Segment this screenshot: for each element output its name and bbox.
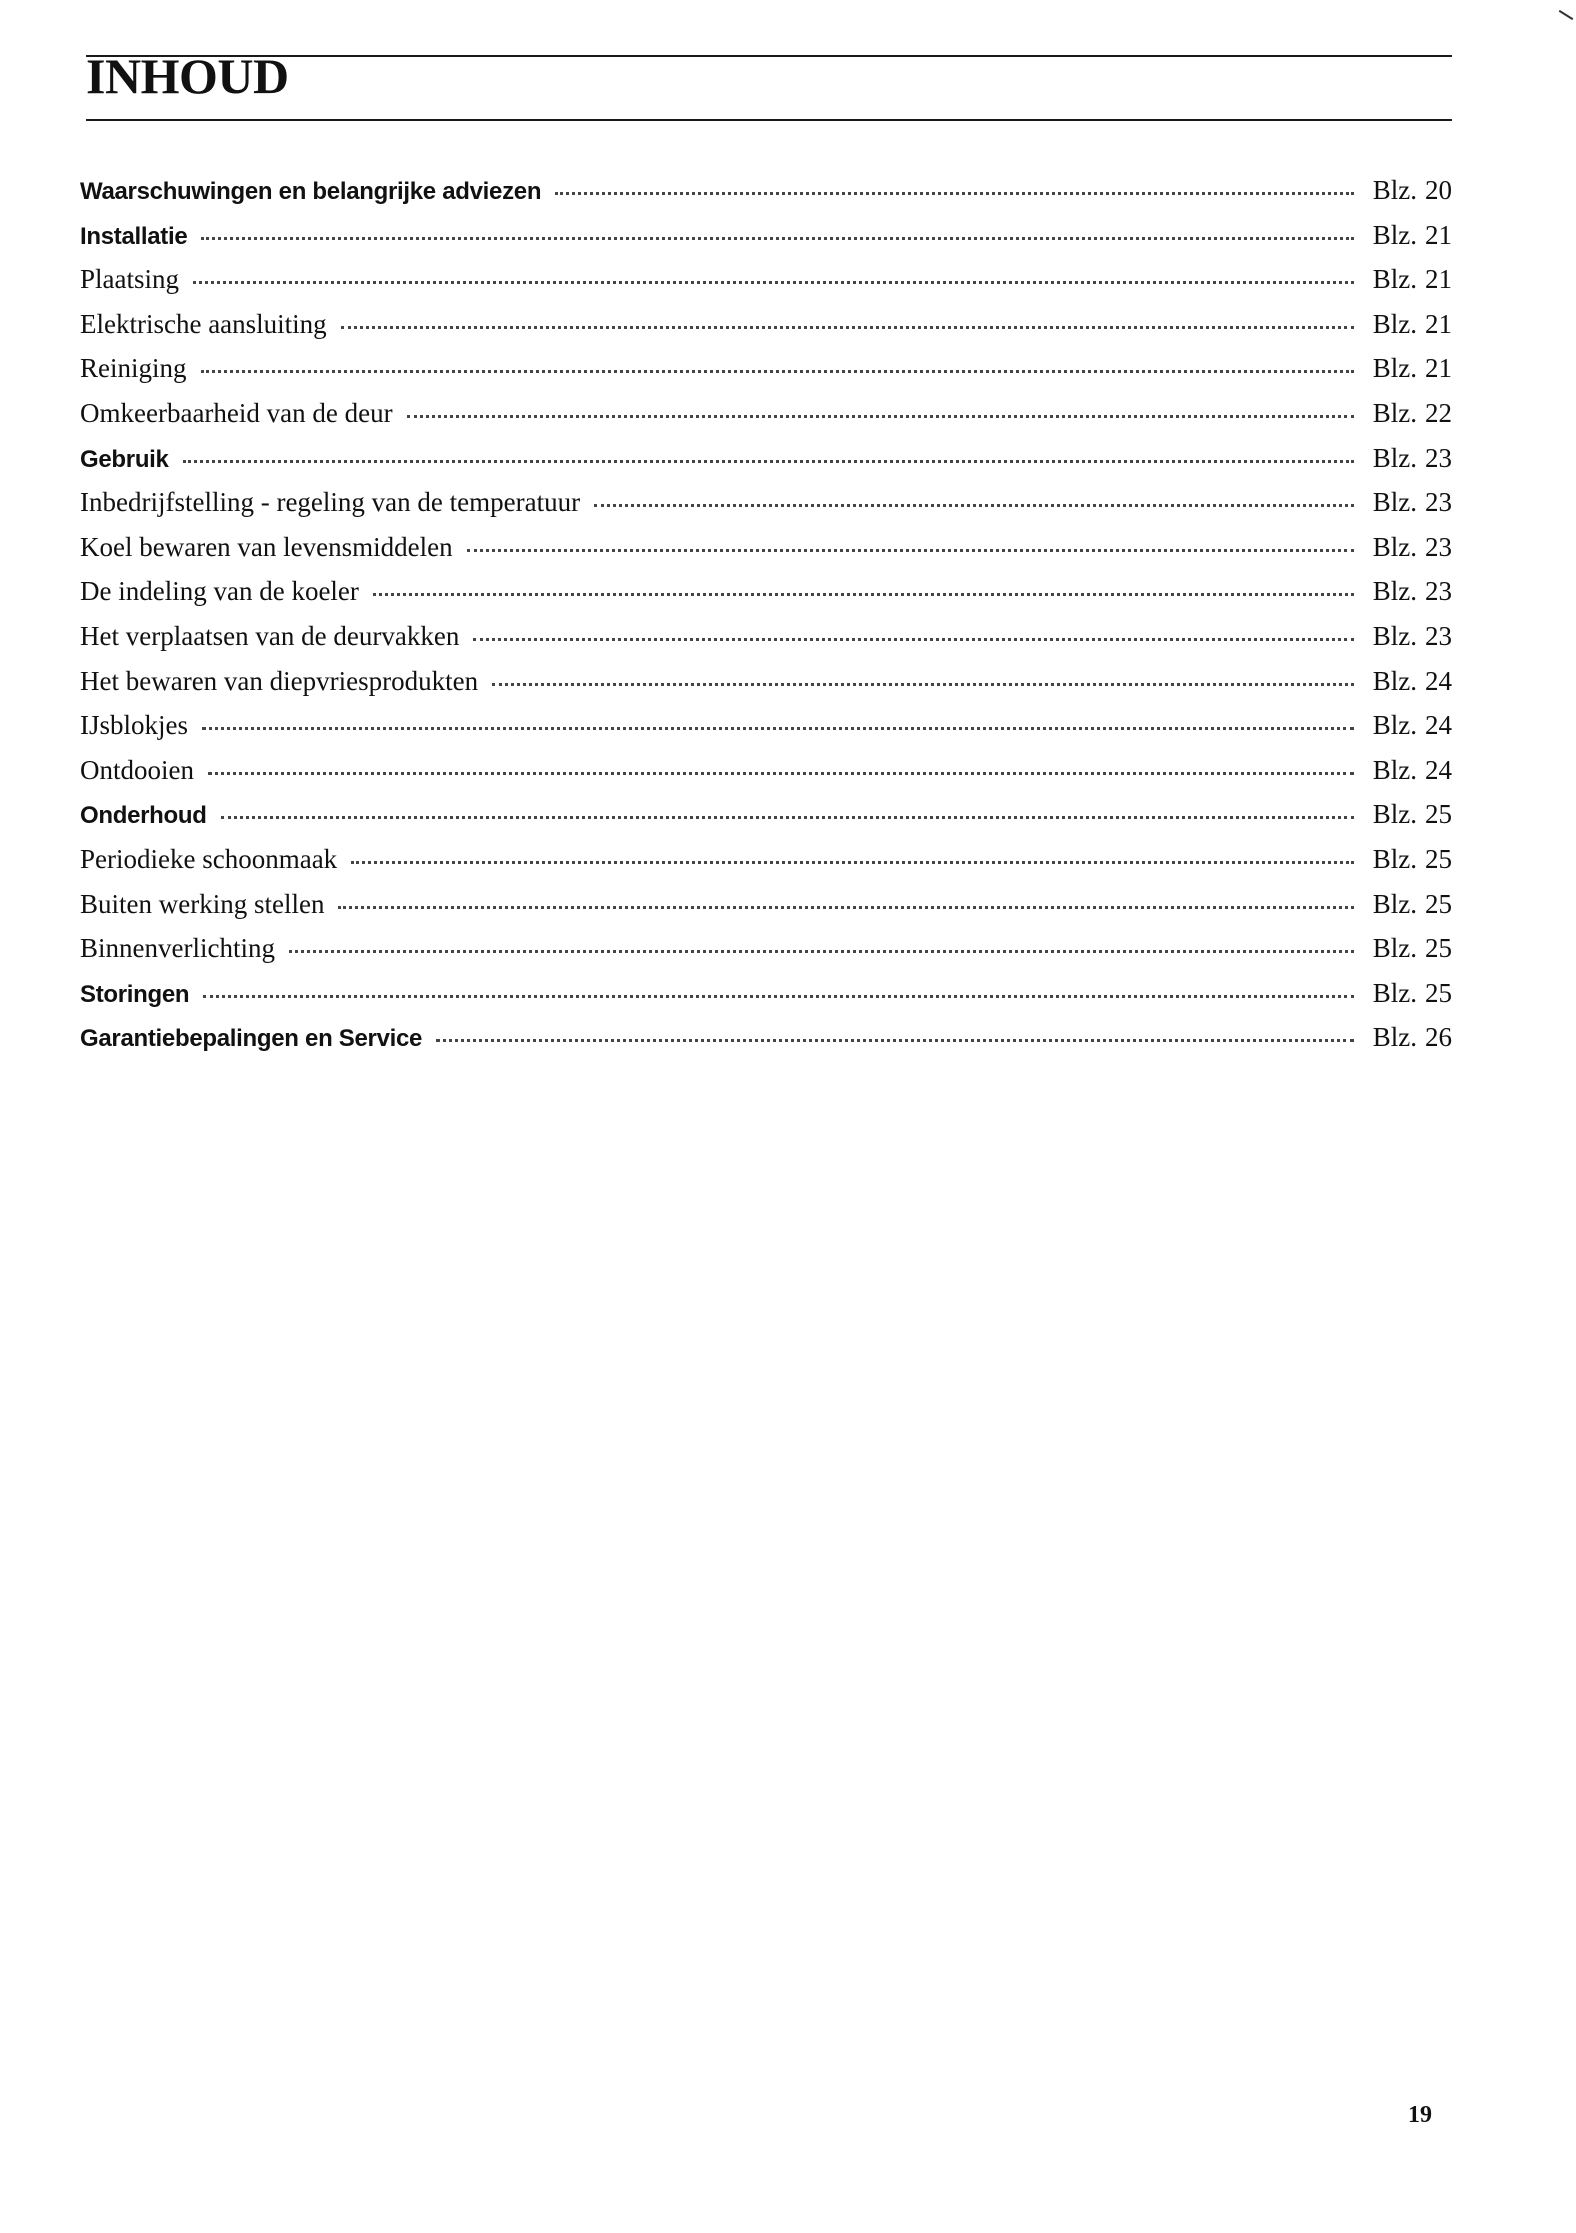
dot-leader: [555, 192, 1354, 195]
dot-leader: [407, 415, 1354, 418]
scan-artifact-mark: [1559, 10, 1574, 20]
toc-entry-label: Het bewaren van diepvriesprodukten: [80, 665, 479, 696]
toc-page-reference: [1366, 436, 1452, 480]
toc-entry[interactable]: [80, 703, 1452, 748]
page-ref-number: 23: [1425, 442, 1452, 473]
toc-entry[interactable]: [80, 837, 1452, 882]
page-ref-number: 25: [1425, 799, 1452, 830]
toc-entry[interactable]: [80, 792, 1452, 837]
table-of-contents: [80, 168, 1452, 1060]
dot-leader: [338, 906, 1354, 909]
toc-page-reference: [1366, 882, 1452, 926]
page-prefix: Blz.: [1372, 442, 1417, 473]
header-rule-bottom: [86, 119, 1452, 121]
toc-page-reference: [1366, 391, 1452, 435]
page-prefix: Blz.: [1372, 933, 1417, 964]
toc-entry[interactable]: [80, 971, 1452, 1016]
page-ref-number: 22: [1425, 397, 1452, 428]
toc-entry-label: Omkeerbaarheid van de deur: [80, 397, 393, 428]
toc-entry-label: Het verplaatsen van de deurvakken: [80, 620, 460, 651]
toc-page-reference: [1366, 346, 1452, 390]
page-ref-number: 21: [1425, 308, 1452, 339]
toc-page-reference: [1366, 837, 1452, 881]
page-prefix: Blz.: [1372, 977, 1417, 1008]
toc-entry-label: Waarschuwingen en belangrijke adviezen: [80, 178, 542, 205]
toc-entry[interactable]: [80, 436, 1452, 481]
dot-leader: [473, 638, 1354, 641]
dot-leader: [492, 683, 1354, 686]
toc-page-reference: [1366, 1015, 1452, 1059]
toc-entry[interactable]: [80, 391, 1452, 436]
page-ref-number: 25: [1425, 843, 1452, 874]
page-prefix: Blz.: [1372, 487, 1417, 518]
toc-entry-label: Binnenverlichting: [80, 933, 275, 964]
page-ref-number: 24: [1425, 665, 1452, 696]
toc-entry-label: Onderhoud: [80, 802, 207, 830]
page-prefix: Blz.: [1372, 219, 1417, 250]
page-prefix: Blz.: [1372, 710, 1417, 741]
toc-entry[interactable]: [80, 480, 1452, 525]
page-ref-number: 23: [1425, 576, 1452, 607]
page-prefix: Blz.: [1372, 353, 1417, 384]
dot-leader: [341, 326, 1354, 329]
page-prefix: Blz.: [1372, 620, 1417, 651]
page-ref-number: 23: [1425, 620, 1452, 651]
toc-entry[interactable]: [80, 168, 1452, 213]
toc-page-reference: [1366, 302, 1452, 346]
page-prefix: Blz.: [1372, 264, 1417, 295]
toc-page-reference: [1366, 971, 1452, 1015]
page-ref-number: 24: [1425, 710, 1452, 741]
dot-leader: [221, 816, 1354, 819]
page-ref-number: 21: [1425, 219, 1452, 250]
page-ref-number: 21: [1425, 264, 1452, 295]
dot-leader: [202, 727, 1354, 730]
page-ref-number: 24: [1425, 754, 1452, 785]
dot-leader: [373, 593, 1354, 596]
toc-page-reference: [1366, 792, 1452, 836]
toc-entry[interactable]: [80, 659, 1452, 704]
page-ref-number: 20: [1425, 175, 1452, 205]
dot-leader: [193, 281, 1354, 284]
toc-entry[interactable]: [80, 614, 1452, 659]
toc-entry[interactable]: [80, 882, 1452, 927]
page-title: INHOUD: [86, 48, 289, 104]
toc-entry-label: Inbedrijfstelling - regeling van de temperatuur: [80, 487, 581, 518]
toc-entry[interactable]: [80, 1015, 1452, 1060]
page-prefix: Blz.: [1372, 843, 1417, 874]
toc-page-reference: [1366, 480, 1452, 524]
header-rule-top: [86, 55, 1452, 57]
page-prefix: Blz.: [1372, 175, 1417, 205]
dot-leader: [203, 995, 1354, 998]
page-ref-number: 25: [1425, 933, 1452, 964]
toc-entry[interactable]: [80, 569, 1452, 614]
toc-page-reference: [1366, 569, 1452, 613]
page-prefix: Blz.: [1372, 308, 1417, 339]
page-prefix: Blz.: [1372, 531, 1417, 562]
dot-leader: [351, 861, 1354, 864]
toc-page-reference: [1366, 659, 1452, 703]
page-prefix: Blz.: [1372, 1022, 1417, 1053]
toc-entry-label: Ontdooien: [80, 754, 194, 785]
page-ref-number: 26: [1425, 1022, 1452, 1053]
toc-entry-label: Gebruik: [80, 445, 169, 473]
toc-entry-label: Storingen: [80, 980, 190, 1008]
dot-leader: [183, 460, 1354, 463]
toc-entry-label: Reiniging: [80, 353, 187, 384]
toc-entry-label: Garantiebepalingen en Service: [80, 1025, 423, 1053]
dot-leader: [208, 772, 1354, 775]
toc-entry[interactable]: [80, 748, 1452, 793]
page-ref-number: 25: [1425, 888, 1452, 919]
toc-page-reference: [1366, 614, 1452, 658]
toc-entry[interactable]: [80, 346, 1452, 391]
page-prefix: Blz.: [1372, 799, 1417, 830]
toc-entry[interactable]: [80, 257, 1452, 302]
dot-leader: [201, 370, 1355, 373]
toc-page-reference: [1366, 703, 1452, 747]
dot-leader: [201, 237, 1354, 240]
page-ref-number: 25: [1425, 977, 1452, 1008]
toc-entry-label: IJsblokjes: [80, 710, 188, 741]
toc-entry-label: Buiten werking stellen: [80, 888, 325, 919]
dot-leader: [467, 549, 1354, 552]
toc-entry[interactable]: [80, 926, 1452, 971]
page-ref-number: 23: [1425, 531, 1452, 562]
toc-entry[interactable]: [80, 302, 1452, 347]
toc-page-reference: [1366, 748, 1452, 792]
toc-page-reference: [1366, 213, 1452, 257]
page-prefix: Blz.: [1372, 665, 1417, 696]
dot-leader: [594, 504, 1354, 507]
page-prefix: Blz.: [1372, 754, 1417, 785]
toc-entry-label: De indeling van de koeler: [80, 576, 359, 607]
toc-page-reference: [1366, 525, 1452, 569]
toc-entry-label: Plaatsing: [80, 264, 179, 295]
dot-leader: [289, 950, 1354, 953]
page-ref-number: 21: [1425, 353, 1452, 384]
toc-entry-label: Elektrische aansluiting: [80, 308, 327, 339]
toc-entry[interactable]: [80, 525, 1452, 570]
toc-entry-label: Koel bewaren van levensmiddelen: [80, 531, 453, 562]
page-prefix: Blz.: [1372, 576, 1417, 607]
toc-page-reference: [1366, 257, 1452, 301]
dot-leader: [436, 1039, 1354, 1042]
toc-entry[interactable]: [80, 213, 1452, 258]
page-prefix: Blz.: [1372, 397, 1417, 428]
page-ref-number: 23: [1425, 487, 1452, 518]
toc-page-reference: [1366, 926, 1452, 970]
toc-page-reference: [1366, 168, 1452, 212]
toc-entry-label: Periodieke schoonmaak: [80, 843, 338, 874]
toc-entry-label: Installatie: [80, 222, 188, 250]
page-prefix: Blz.: [1372, 888, 1417, 919]
page-number: 19: [1408, 2102, 1432, 2128]
